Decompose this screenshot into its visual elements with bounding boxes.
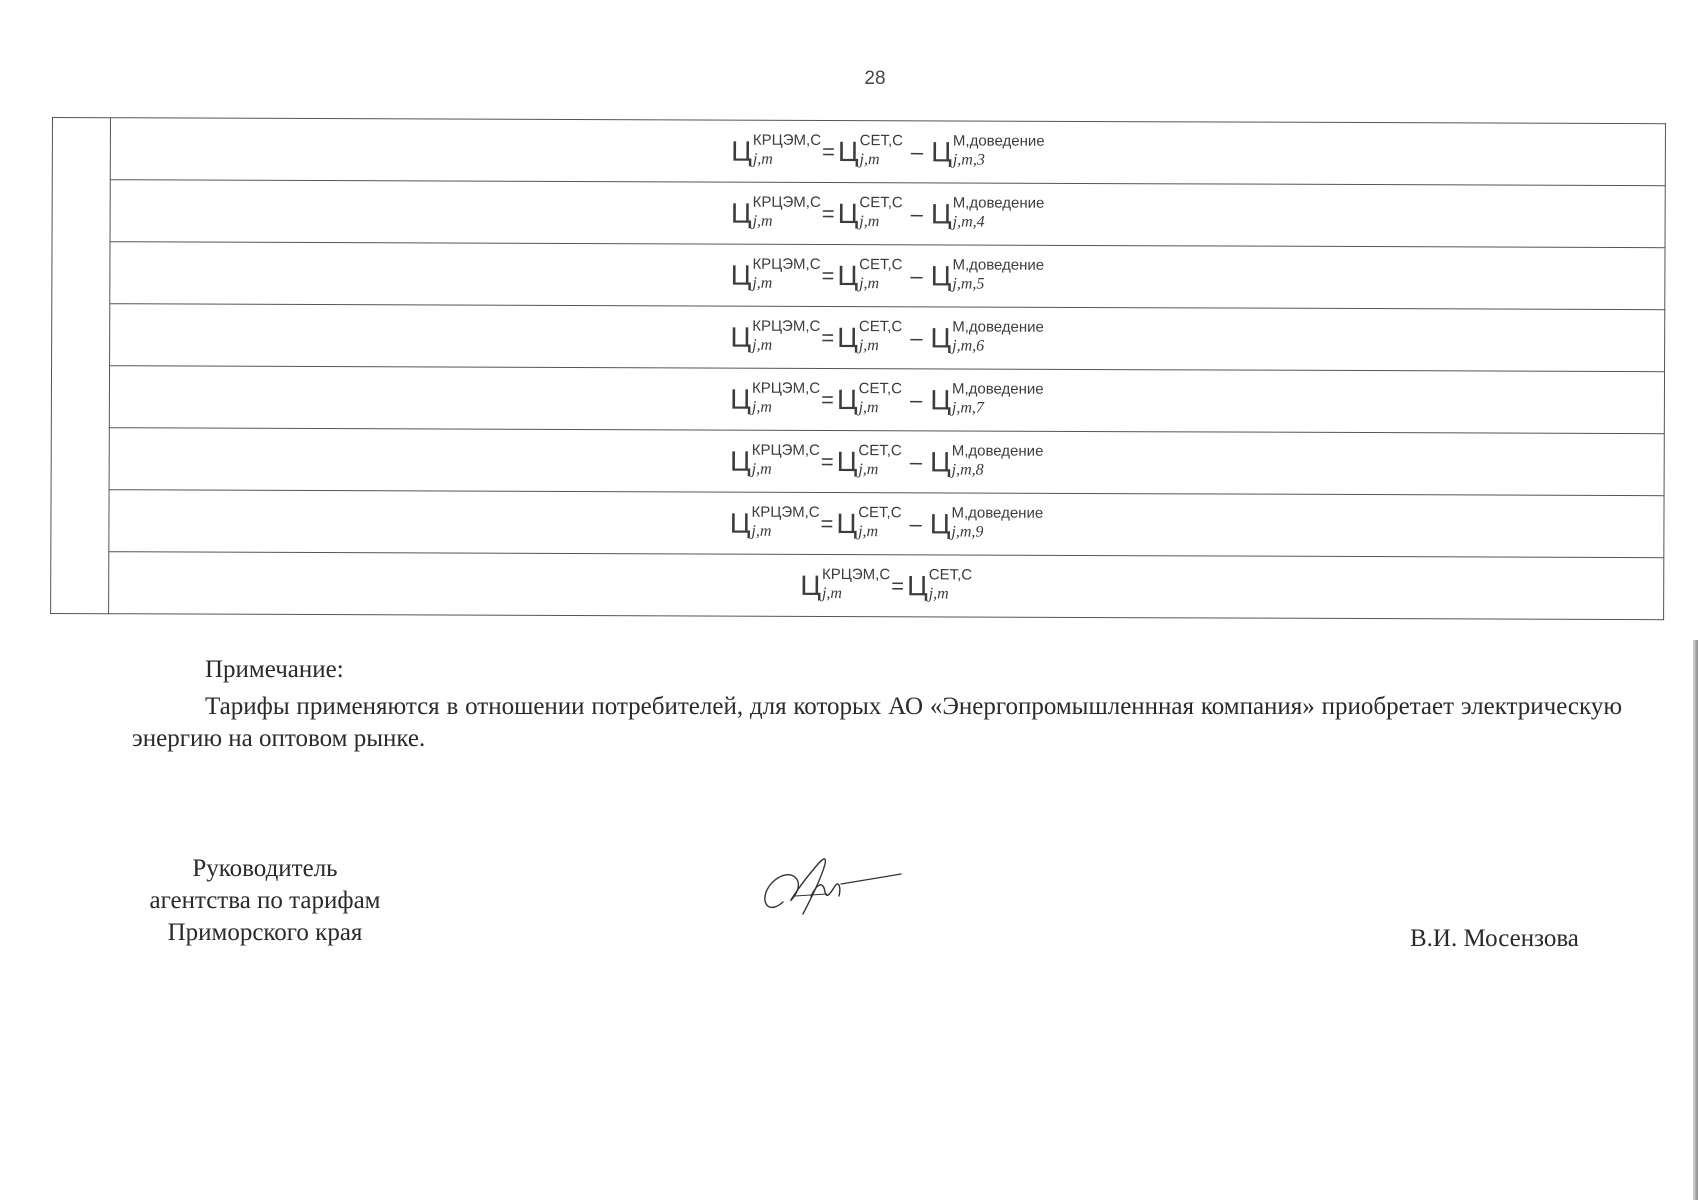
term-superscript: КРЦЭМ,C	[751, 379, 821, 397]
formula-term	[730, 379, 821, 416]
formula-row	[51, 366, 1664, 434]
term-superscript: М,доведение	[951, 504, 1044, 522]
term-indices	[858, 504, 902, 541]
term-subscript: j,m	[752, 274, 773, 292]
minus-sign: –	[910, 138, 924, 164]
term-subscript: j,m	[858, 461, 879, 479]
position-line: Приморского края	[167, 918, 363, 946]
term-base: Ц	[729, 445, 751, 477]
formula-term	[730, 317, 821, 354]
note-title: Примечание:	[205, 656, 344, 683]
term-subscript: j,m	[751, 460, 772, 478]
term-indices	[952, 256, 1045, 293]
minus-sign: –	[910, 324, 923, 350]
term-indices	[952, 194, 1045, 231]
term-subscript: j,m	[928, 585, 949, 603]
minus-sign: –	[910, 200, 923, 226]
formula-cell	[110, 242, 1665, 310]
term-base: Ц	[837, 197, 859, 229]
term-indices	[752, 255, 821, 292]
term-superscript: М,доведение	[952, 256, 1045, 274]
term-subscript: j,m	[752, 212, 773, 230]
term-superscript: КРЦЭМ,C	[751, 441, 820, 459]
formula	[730, 255, 1045, 293]
formula-term	[930, 194, 1045, 231]
formula-term	[800, 565, 891, 603]
term-base: Ц	[731, 135, 752, 167]
term-indices	[751, 441, 820, 478]
term-base: Ц	[930, 321, 952, 353]
term-indices	[858, 318, 903, 355]
term-subscript: j,m	[752, 336, 773, 354]
handwritten-signature	[755, 840, 905, 930]
formula-table	[50, 117, 1666, 620]
term-subscript: j,m	[859, 151, 880, 169]
formula	[730, 379, 1044, 417]
formula-cell	[109, 552, 1664, 620]
term-superscript: М,доведение	[952, 194, 1045, 212]
term-indices	[952, 132, 1045, 169]
formula-term	[931, 132, 1045, 169]
term-subscript: j,m	[752, 150, 773, 168]
term-superscript: СЕТ,C	[859, 132, 904, 150]
formula-table-body	[51, 118, 1666, 620]
term-superscript: М,доведение	[952, 318, 1044, 336]
formula-row	[52, 118, 1665, 186]
formula	[800, 565, 973, 603]
term-indices	[859, 256, 903, 293]
term-superscript: КРЦЭМ,C	[822, 565, 891, 584]
term-superscript: КРЦЭМ,C	[751, 503, 820, 521]
term-indices	[951, 504, 1044, 541]
term-superscript: СЕТ,C	[859, 256, 903, 274]
formula	[730, 193, 1045, 231]
term-superscript: СЕТ,C	[928, 566, 973, 584]
minus-sign: –	[910, 262, 923, 288]
formula-row	[52, 180, 1665, 248]
formula-cell	[109, 490, 1664, 558]
equals-sign: =	[821, 386, 834, 412]
formula-term	[836, 442, 902, 479]
scan-edge-shadow	[1693, 640, 1698, 1200]
formula-term	[730, 255, 821, 292]
term-base: Ц	[836, 383, 858, 415]
term-subscript: j,m,9	[951, 523, 984, 541]
term-superscript: СЕТ,C	[858, 318, 903, 336]
formula-cell	[110, 118, 1665, 186]
minus-sign: –	[909, 510, 922, 536]
term-subscript: j,m	[858, 523, 879, 541]
note-section	[132, 654, 1622, 754]
term-base: Ц	[837, 321, 858, 353]
formula-term	[837, 194, 903, 231]
formula-term	[929, 504, 1044, 541]
formula-row	[52, 304, 1665, 372]
number-column	[51, 118, 111, 614]
term-indices	[858, 442, 902, 479]
term-indices	[752, 317, 821, 354]
term-superscript: КРЦЭМ,C	[752, 131, 822, 149]
formula	[731, 131, 1045, 169]
signatory-position	[120, 853, 410, 948]
term-base: Ц	[836, 445, 858, 477]
term-base: Ц	[730, 197, 752, 229]
formula	[730, 317, 1044, 355]
formula	[729, 441, 1044, 479]
equals-sign: =	[821, 200, 835, 226]
term-subscript: j,m	[821, 584, 843, 603]
note-text: Тарифы применяются в отношении потребителей, для которых АО «Энергопромышленнная компания» приобретает электрическую энергию на оптовом рынке.	[132, 693, 1622, 752]
term-subscript: j,m	[859, 213, 880, 231]
term-indices	[859, 132, 904, 169]
formula-term	[729, 441, 820, 478]
formula-term	[730, 193, 821, 230]
term-superscript: М,доведение	[951, 442, 1044, 460]
formula-term	[930, 256, 1045, 293]
minus-sign: –	[909, 386, 923, 412]
term-superscript: М,доведение	[952, 132, 1045, 150]
equals-sign: =	[821, 138, 835, 164]
term-subscript: j,m,4	[952, 213, 985, 231]
term-subscript: j,m	[858, 399, 879, 417]
term-subscript: j,m,8	[951, 461, 984, 479]
equals-sign: =	[891, 572, 905, 598]
equals-sign: =	[820, 448, 834, 474]
minus-sign: –	[909, 448, 923, 474]
equals-sign: =	[820, 510, 834, 536]
position-line: Руководитель	[192, 855, 338, 882]
term-subscript: j,m	[751, 522, 772, 540]
term-subscript: j,m,3	[952, 151, 985, 169]
position-line: агентства по тарифам	[149, 886, 381, 914]
formula-cell	[110, 180, 1665, 248]
formula	[729, 503, 1044, 541]
formula-term	[836, 504, 902, 541]
formula-cell	[109, 428, 1664, 496]
formula-term	[729, 503, 820, 540]
term-base: Ц	[930, 197, 952, 229]
term-superscript: СЕТ,C	[858, 504, 902, 522]
term-base: Ц	[730, 259, 752, 291]
term-superscript: КРЦЭМ,C	[752, 317, 821, 335]
formula-row	[51, 427, 1664, 495]
term-subscript: j,m	[858, 337, 879, 355]
term-subscript: j,m,5	[952, 275, 985, 293]
formula-term	[731, 131, 822, 168]
signatory-name: В.И. Мосензова	[1410, 925, 1579, 952]
formula-row	[51, 551, 1664, 619]
formula-term	[929, 442, 1044, 479]
term-base: Ц	[930, 383, 952, 415]
term-base: Ц	[929, 445, 951, 477]
formula-row	[52, 242, 1665, 310]
term-base: Ц	[730, 321, 752, 353]
term-indices	[858, 380, 903, 417]
term-subscript: j,m	[751, 398, 772, 416]
term-base: Ц	[836, 507, 858, 539]
term-base: Ц	[930, 259, 952, 291]
equals-sign: =	[821, 262, 835, 288]
term-superscript: КРЦЭМ,C	[752, 193, 821, 211]
equals-sign: =	[821, 324, 835, 350]
term-indices	[752, 193, 821, 230]
term-indices	[951, 380, 1044, 417]
term-base: Ц	[837, 135, 859, 167]
term-subscript: j,m	[859, 275, 880, 293]
term-base: Ц	[931, 135, 952, 167]
term-superscript: СЕТ,C	[858, 442, 902, 460]
term-indices	[928, 566, 973, 603]
term-indices	[821, 565, 891, 603]
formula-term	[930, 318, 1044, 355]
term-base: Ц	[929, 507, 951, 539]
formula-row	[51, 489, 1664, 557]
term-base: Ц	[837, 259, 859, 291]
term-superscript: М,доведение	[951, 380, 1044, 398]
page-number: 28	[864, 68, 886, 89]
term-indices	[859, 194, 903, 231]
term-superscript: СЕТ,C	[859, 194, 903, 212]
term-base: Ц	[729, 507, 751, 539]
term-base: Ц	[800, 569, 822, 601]
term-superscript: КРЦЭМ,C	[752, 255, 821, 273]
term-base: Ц	[730, 383, 751, 415]
formula-term	[837, 318, 903, 355]
term-indices	[751, 503, 820, 540]
formula-cell	[110, 304, 1665, 372]
formula-term	[930, 380, 1044, 417]
term-superscript: СЕТ,C	[858, 380, 903, 398]
term-subscript: j,m,7	[951, 399, 984, 417]
formula-term	[906, 566, 973, 603]
term-indices	[952, 318, 1044, 355]
term-subscript: j,m,6	[952, 337, 985, 355]
term-indices	[751, 379, 821, 416]
formula-term	[837, 132, 904, 169]
formula-cell	[109, 366, 1664, 434]
term-indices	[752, 131, 822, 168]
formula-term	[836, 380, 903, 417]
term-base: Ц	[906, 569, 928, 601]
term-indices	[951, 442, 1044, 479]
formula-term	[837, 256, 903, 293]
